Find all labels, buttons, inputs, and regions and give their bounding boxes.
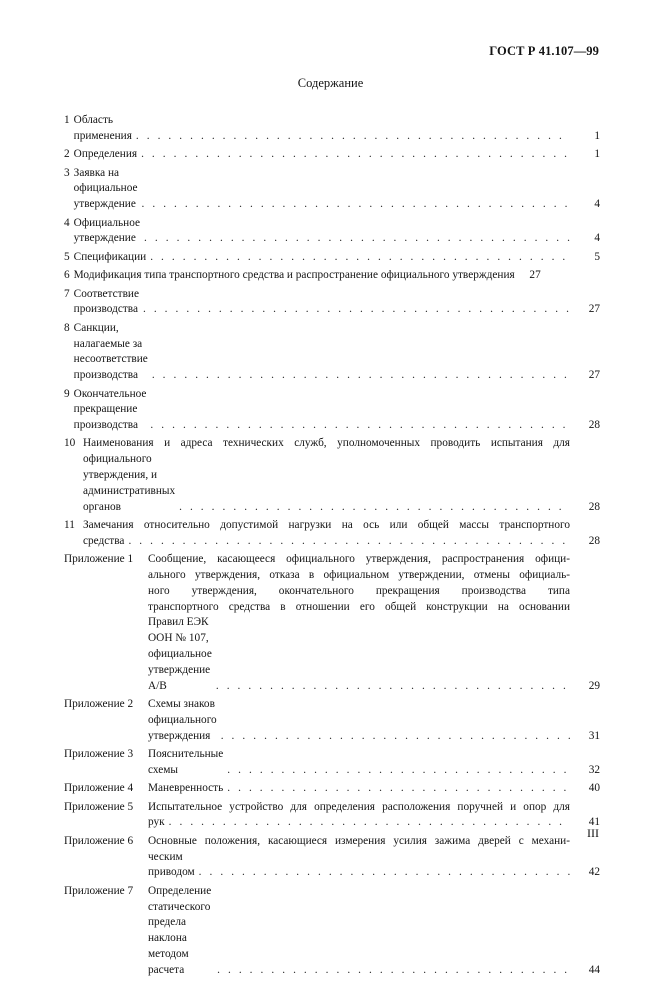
toc-entry-title: Окончательное прекращение производства	[73, 387, 147, 432]
toc-entry-title: Официальное утверждение	[73, 216, 141, 245]
toc-entry-number: 11	[64, 519, 75, 532]
toc-entry-page: 4	[594, 198, 600, 211]
toc-entry-page: 40	[588, 782, 600, 795]
toc-entry-title-line: официального утверждения, и административных органов	[83, 453, 176, 513]
dot-leader	[227, 763, 570, 779]
toc-appendix-entry[interactable]	[64, 747, 600, 779]
toc-entry-number: 4	[64, 216, 70, 229]
toc-entry[interactable]	[64, 518, 600, 550]
toc-entry[interactable]	[64, 147, 600, 163]
toc-entry-number: 7	[64, 287, 70, 300]
toc-entry[interactable]	[64, 387, 600, 434]
toc-entry-number: 5	[64, 250, 70, 263]
appendix-label: Приложение 5	[64, 800, 134, 813]
appendix-label: Приложение 7	[64, 884, 134, 897]
toc-entry[interactable]	[64, 287, 600, 319]
dot-leader	[150, 250, 570, 266]
toc-entry-title-line: ческим приводом	[148, 850, 195, 879]
dot-leader	[142, 197, 570, 213]
toc-entry-page: 28	[588, 534, 600, 547]
toc-entry-page: 32	[588, 763, 600, 776]
toc-entry-page: 4	[594, 232, 600, 245]
toc-entry-title: Маневренность	[148, 782, 224, 795]
document-code: ГОСТ Р 41.107—99	[489, 44, 599, 58]
toc-title: Содержание	[297, 76, 364, 90]
toc-entry-title: Заявка на официальное утверждение	[73, 166, 138, 211]
toc-entry-page: 1	[594, 148, 600, 161]
toc-entry-page: 28	[588, 500, 600, 513]
toc-entry-title-line: Основные положения, касающиеся измерения усилия зажима дверей с механи-	[148, 834, 570, 847]
dot-leader	[143, 302, 570, 318]
table-of-contents	[64, 113, 600, 981]
toc-entry-page: 41	[588, 816, 600, 829]
toc-entry-title-line: Замечания относительно допустимой нагрузки на ось или общей массы транспортного	[83, 519, 570, 532]
toc-entry[interactable]	[64, 216, 600, 248]
toc-entry-title: Пояснительные схемы	[148, 748, 224, 776]
dot-leader	[144, 231, 570, 247]
page-number: III	[587, 826, 599, 840]
toc-entry-page: 29	[588, 679, 600, 692]
appendix-label: Приложение 6	[64, 834, 134, 847]
toc-entry-number: 2	[64, 148, 70, 161]
dot-leader	[221, 729, 570, 745]
dot-leader	[217, 963, 570, 979]
toc-entry-page: 1	[594, 129, 600, 142]
toc-entry-number: 6	[64, 269, 70, 282]
toc-entry[interactable]	[64, 113, 600, 145]
toc-entry-title-line: Сообщение, касающееся официального утверждения, распространения офици-	[148, 553, 570, 566]
dot-leader	[169, 815, 570, 831]
toc-entry-title: Определение статического предела наклона методом расчета	[148, 884, 212, 976]
toc-entry-page: 27	[529, 269, 541, 282]
dot-leader	[136, 129, 570, 145]
toc-appendix-entry[interactable]	[64, 697, 600, 744]
toc-entry-page: 44	[588, 963, 600, 976]
toc-entry-number: 10	[64, 437, 76, 450]
toc-entry-title-line: средства	[83, 534, 125, 547]
toc-entry-title: Схемы знаков официального утверждения	[148, 698, 217, 742]
dot-leader	[199, 865, 570, 881]
toc-appendix-entry[interactable]	[64, 884, 600, 979]
toc-entry[interactable]	[64, 268, 600, 284]
toc-entry-page: 31	[588, 729, 600, 742]
dot-leader	[179, 500, 570, 516]
toc-entry-title-line: Правил ЕЭК ООН № 107, официальное утверждение A/B	[148, 616, 212, 692]
toc-entry-title: Санкции, налагаемые за несоответствие производства	[73, 321, 148, 382]
toc-entry-title-line: ального утверждения, отказа в официальном утверждении, отмены официаль-	[148, 569, 570, 582]
appendix-label: Приложение 2	[64, 698, 134, 711]
toc-appendix-entry[interactable]	[64, 552, 600, 694]
toc-entry-title: Область применения	[73, 114, 132, 142]
dot-leader	[150, 418, 570, 434]
toc-entry-title-line: Испытательное устройство для определения расположения поручней и опор для	[148, 800, 570, 813]
toc-entry-title-line: Наименования и адреса технических служб, уполномоченных проводить испытания для	[83, 437, 570, 450]
toc-appendix-entry[interactable]	[64, 834, 600, 881]
toc-entry-title-line: рук	[148, 816, 165, 829]
toc-appendix-entry[interactable]	[64, 800, 600, 832]
toc-entry-number: 1	[64, 114, 70, 126]
toc-entry-title: Определения	[73, 148, 138, 161]
dot-leader	[152, 368, 570, 384]
toc-entry-title: Спецификации	[73, 250, 147, 263]
toc-entry-number: 9	[64, 387, 70, 400]
toc-entry[interactable]	[64, 436, 600, 515]
toc-entry-title-line: транспортного средства в отношении его общей конструкции на основании	[148, 600, 570, 613]
toc-appendix-entry[interactable]	[64, 781, 600, 797]
dot-leader	[216, 679, 570, 695]
appendix-label: Приложение 1	[64, 553, 134, 566]
toc-entry-number: 3	[64, 166, 70, 179]
dot-leader	[227, 781, 570, 797]
toc-entry-page: 27	[588, 369, 600, 382]
toc-entry[interactable]	[64, 166, 600, 213]
appendix-label: Приложение 3	[64, 748, 134, 760]
dot-leader	[128, 534, 570, 550]
dot-leader	[141, 147, 570, 163]
toc-entry-page: 42	[588, 866, 600, 879]
toc-entry-page: 28	[588, 419, 600, 432]
toc-entry-number: 8	[64, 321, 70, 334]
toc-entry-page: 27	[588, 303, 600, 316]
toc-entry-page: 5	[594, 250, 600, 263]
toc-entry-title: Соответствие производства	[73, 287, 139, 316]
appendix-label: Приложение 4	[64, 782, 134, 795]
toc-entry[interactable]	[64, 321, 600, 384]
toc-entry-title: Модификация типа транспортного средства и распространение официального утверждения	[73, 269, 515, 282]
toc-entry[interactable]	[64, 250, 600, 266]
toc-entry-title-line: ного утверждения, окончательного прекращения производства типа	[148, 584, 570, 597]
